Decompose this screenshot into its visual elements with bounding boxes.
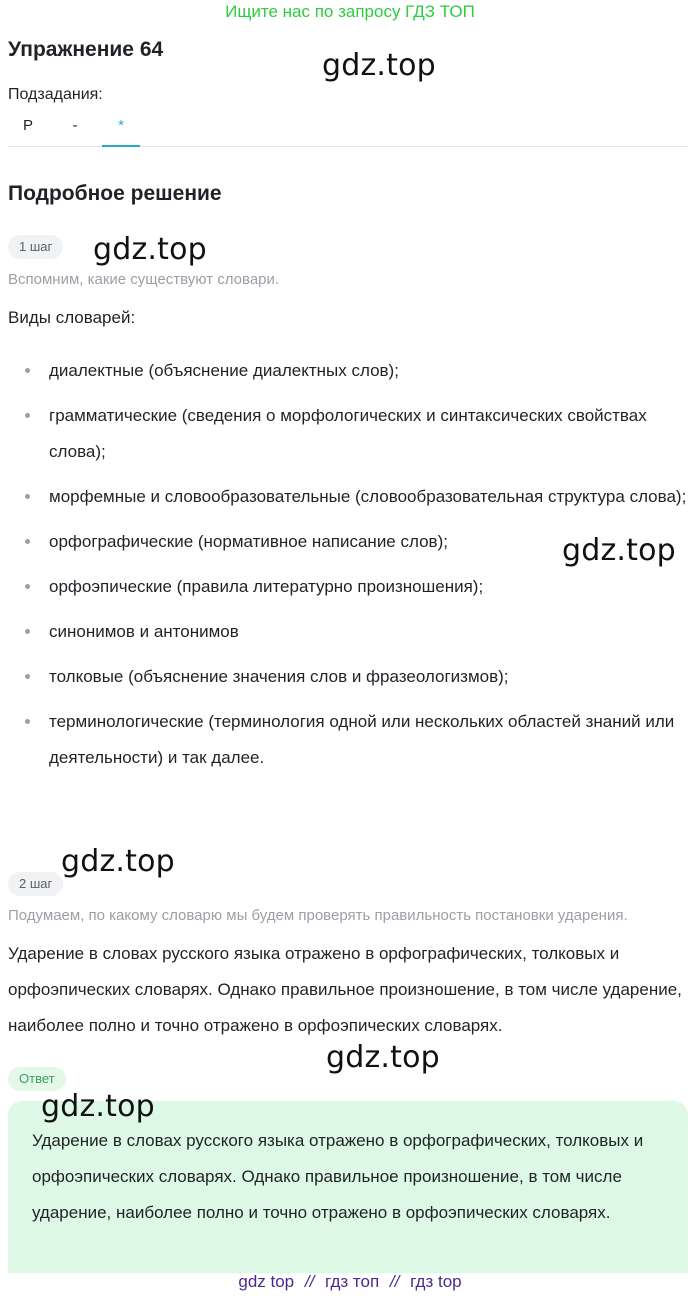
- subtask-tab-star[interactable]: *: [102, 108, 140, 147]
- bullet-icon: [25, 584, 30, 589]
- top-banner[interactable]: Ищите нас по запросу ГДЗ ТОП: [225, 2, 475, 21]
- bullet-icon: [25, 629, 30, 634]
- list-item: [8, 479, 692, 515]
- bullet-icon: [25, 674, 30, 679]
- subtasks-label: Подзадания:: [8, 86, 103, 103]
- footer-link-gdz-top-mixed[interactable]: гдз top: [410, 1272, 462, 1291]
- list-item: [8, 659, 692, 695]
- footer-link-gdz-top-ru[interactable]: гдз топ: [325, 1272, 380, 1291]
- step-2-text: Ударение в словах русского языка отражено в орфографических, толковых и орфоэпических словарях. Однако правильное произношение, в том числе ударение, наиболее полно и точно отражено в орфоэпических словарях.: [8, 944, 682, 1035]
- list-item-text: грамматические (сведения о морфологических и синтаксических свойствах слова);: [49, 406, 647, 461]
- footer-separator: //: [389, 1272, 400, 1291]
- bullet-icon: [25, 413, 30, 418]
- subtask-tab-dash[interactable]: -: [72, 117, 78, 134]
- step-2-hint: Подумаем, по какому словарю мы будем проверять правильность постановки ударения.: [8, 907, 628, 924]
- solution-title: Подробное решение: [8, 182, 222, 205]
- list-item: [8, 398, 692, 470]
- bullet-icon: [25, 719, 30, 724]
- bullet-icon: [25, 494, 30, 499]
- subtask-tabs: [8, 108, 688, 147]
- list-item-text: морфемные и словообразовательные (словообразовательная структура слова);: [49, 487, 687, 506]
- dictionary-types-intro: Виды словарей:: [8, 308, 136, 327]
- answer-box: [8, 1101, 688, 1273]
- footer-separator: //: [304, 1272, 315, 1291]
- step-2-badge: 2 шаг: [8, 872, 63, 896]
- watermark: gdz.top: [326, 1040, 440, 1075]
- list-item-text: толковые (объяснение значения слов и фразеологизмов);: [49, 667, 509, 686]
- dictionary-types-list: [8, 353, 692, 785]
- bullet-icon: [25, 368, 30, 373]
- watermark: gdz.top: [322, 48, 436, 83]
- footer-links: [0, 1272, 700, 1292]
- list-item-text: диалектные (объяснение диалектных слов);: [49, 361, 399, 380]
- list-item-text: орфоэпические (правила литературно произношения);: [49, 577, 484, 596]
- footer-link-gdz-top[interactable]: gdz top: [238, 1272, 295, 1291]
- answer-text: Ударение в словах русского языка отражено в орфографических, толковых и орфоэпических словарях. Однако правильное произношение, в том числе ударение, наиболее полно и точно отражено в орфоэпических словарях.: [32, 1131, 644, 1222]
- list-item: [8, 704, 692, 776]
- list-item-text: орфографические (нормативное написание слов);: [49, 532, 448, 551]
- list-item-text: синонимов и антонимов: [49, 622, 239, 641]
- watermark: gdz.top: [93, 232, 207, 267]
- step-1-hint: Вспомним, какие существуют словари.: [8, 271, 280, 288]
- list-item: [8, 614, 692, 650]
- watermark: gdz.top: [61, 844, 175, 879]
- answer-badge: Ответ: [8, 1067, 66, 1091]
- subtask-tab-r[interactable]: Р: [22, 117, 33, 134]
- watermark: gdz.top: [562, 533, 676, 568]
- bullet-icon: [25, 539, 30, 544]
- list-item: [8, 569, 692, 605]
- step-1-badge: 1 шаг: [8, 235, 63, 259]
- watermark: gdz.top: [41, 1089, 155, 1124]
- exercise-title: Упражнение 64: [8, 38, 164, 61]
- list-item: [8, 353, 692, 389]
- list-item-text: терминологические (терминология одной или нескольких областей знаний или деятельности) и так далее.: [49, 712, 675, 767]
